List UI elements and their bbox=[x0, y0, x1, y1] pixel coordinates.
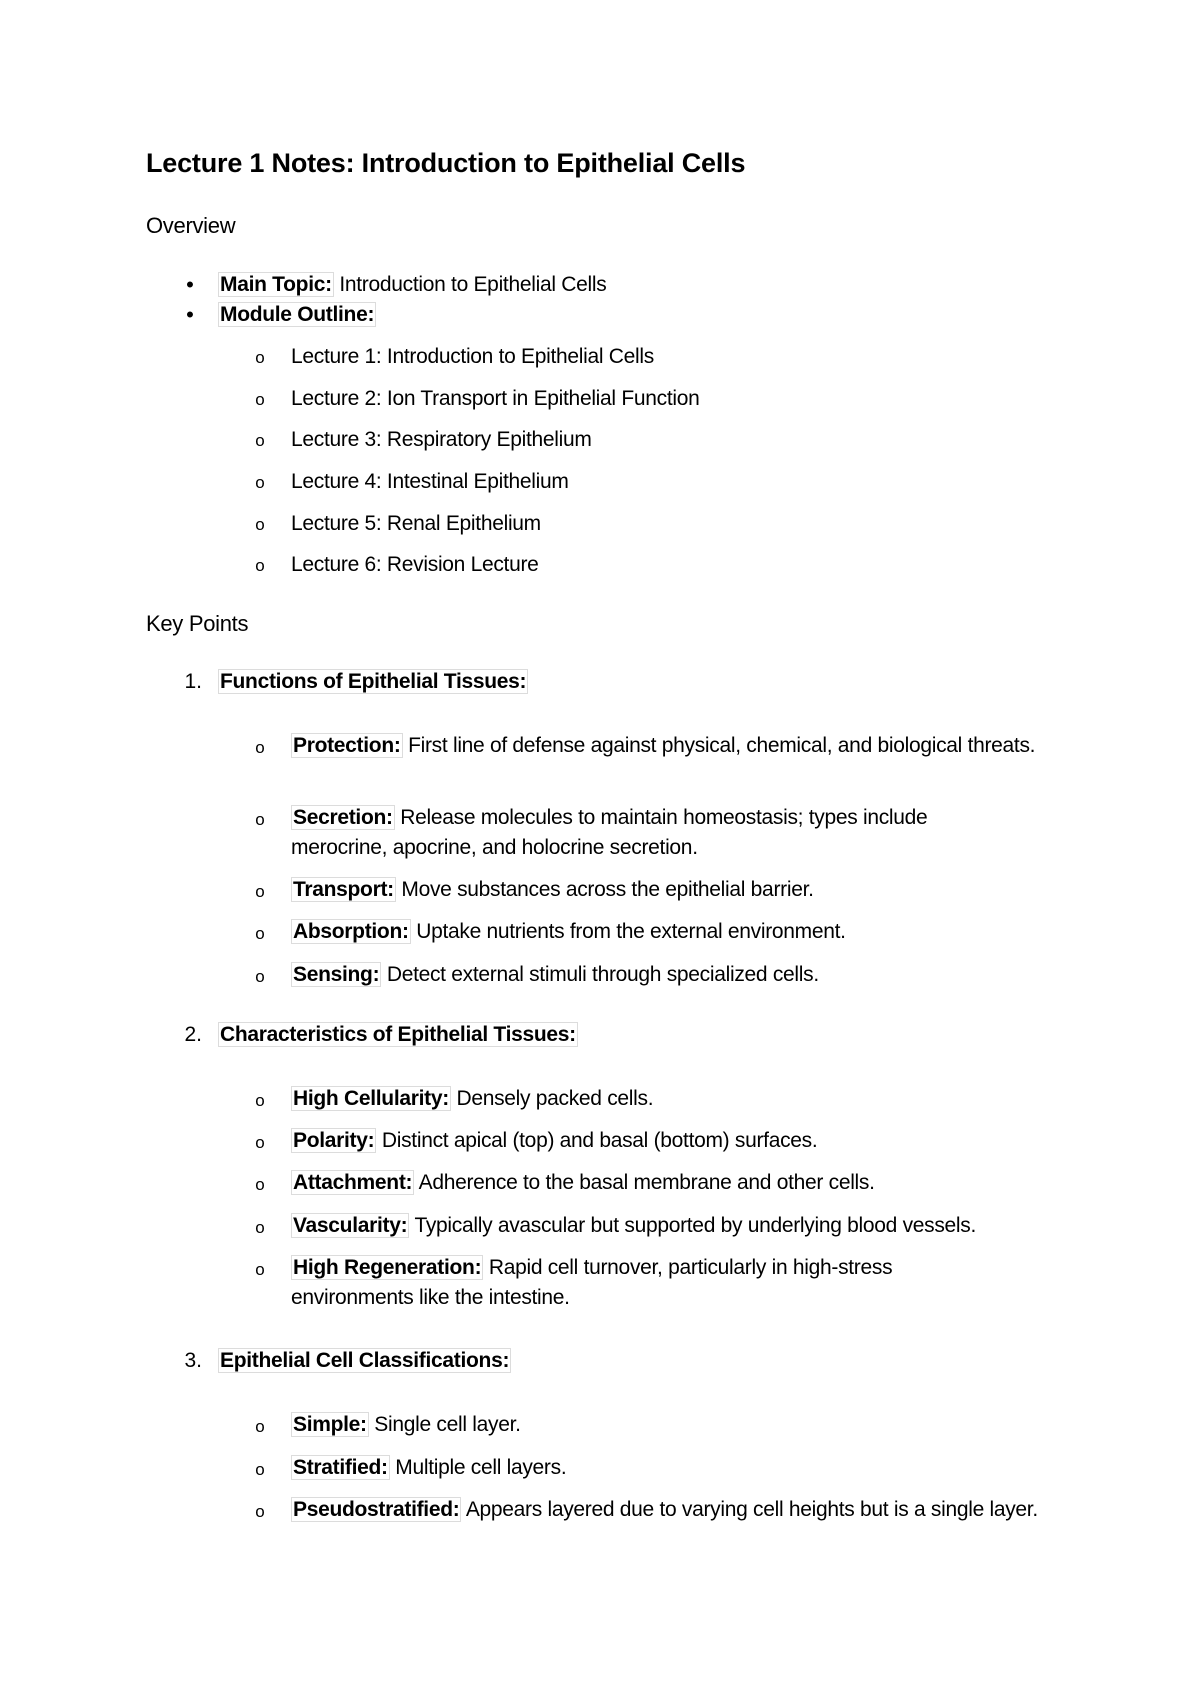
page-title: Lecture 1 Notes: Introduction to Epithelial Cells bbox=[146, 148, 746, 178]
sub-bullet-marker: o bbox=[255, 738, 265, 757]
sub-bullet-marker: o bbox=[255, 431, 265, 450]
key-point-item bbox=[291, 917, 846, 947]
key-point-term: Secretion: bbox=[293, 806, 393, 829]
overview-heading: Overview bbox=[146, 213, 236, 238]
section-title-text: Epithelial Cell Classifications: bbox=[220, 1349, 510, 1372]
sub-bullet-marker: o bbox=[255, 473, 265, 492]
key-point-item bbox=[291, 1253, 971, 1313]
key-point-term: Vascularity: bbox=[293, 1214, 408, 1237]
module-outline-label: Module Outline: bbox=[220, 303, 375, 326]
key-point-text: Move substances across the epithelial barrier. bbox=[401, 878, 814, 901]
key-point-term: Attachment: bbox=[293, 1171, 413, 1194]
key-point-text: Appears layered due to varying cell heights but is a single layer. bbox=[465, 1498, 1038, 1521]
lecture-item: Lecture 6: Revision Lecture bbox=[291, 553, 539, 576]
key-point-item bbox=[291, 1453, 566, 1483]
key-point-item bbox=[291, 1211, 976, 1241]
key-point-term: Transport: bbox=[293, 878, 394, 901]
sub-bullet-marker: o bbox=[255, 924, 265, 943]
key-point-term: Protection: bbox=[293, 734, 401, 757]
key-point-term: High Regeneration: bbox=[293, 1256, 482, 1279]
sub-bullet-marker: o bbox=[255, 1460, 265, 1479]
key-point-text: Typically avascular but supported by underlying blood vessels. bbox=[414, 1214, 977, 1237]
key-point-item bbox=[291, 1168, 875, 1198]
key-point-item bbox=[291, 1126, 817, 1156]
key-point-term: Sensing: bbox=[293, 963, 380, 986]
sub-bullet-marker: o bbox=[255, 1133, 265, 1152]
lecture-item: Lecture 1: Introduction to Epithelial Cells bbox=[291, 345, 654, 368]
key-point-text: Release molecules to maintain homeostasis; types include merocrine, apocrine, and holocrine secretion. bbox=[291, 806, 928, 859]
key-point-term: High Cellularity: bbox=[293, 1087, 449, 1110]
key-point-text: Densely packed cells. bbox=[456, 1087, 654, 1110]
key-point-item bbox=[291, 1410, 521, 1440]
sub-bullet-marker: o bbox=[255, 390, 265, 409]
key-point-item bbox=[291, 803, 991, 863]
sub-bullet-marker: o bbox=[255, 967, 265, 986]
module-outline-line bbox=[218, 300, 376, 330]
section-title bbox=[218, 1349, 511, 1373]
lecture-item: Lecture 2: Ion Transport in Epithelial Function bbox=[291, 387, 700, 410]
section-title-text: Characteristics of Epithelial Tissues: bbox=[220, 1023, 576, 1046]
lecture-item: Lecture 3: Respiratory Epithelium bbox=[291, 428, 592, 451]
sub-bullet-marker: o bbox=[255, 348, 265, 367]
key-point-text: Uptake nutrients from the external environment. bbox=[416, 920, 846, 943]
sub-bullet-marker: o bbox=[255, 556, 265, 575]
key-point-item bbox=[291, 875, 814, 905]
key-point-item bbox=[291, 960, 819, 990]
main-topic-label: Main Topic: bbox=[220, 273, 332, 296]
key-point-term: Simple: bbox=[293, 1413, 367, 1436]
sub-bullet-marker: o bbox=[255, 1260, 265, 1279]
bullet-marker: • bbox=[186, 272, 194, 297]
section-number: 2. bbox=[184, 1023, 202, 1046]
key-point-text: Adherence to the basal membrane and other cells. bbox=[418, 1171, 875, 1194]
key-point-item bbox=[291, 1084, 653, 1114]
section-title bbox=[218, 670, 528, 694]
key-point-text: Rapid cell turnover, particularly in high-stress environments like the intestine. bbox=[291, 1256, 893, 1309]
section-title-text: Functions of Epithelial Tissues: bbox=[220, 670, 527, 693]
section-number: 3. bbox=[184, 1349, 202, 1372]
lecture-item: Lecture 4: Intestinal Epithelium bbox=[291, 470, 569, 493]
sub-bullet-marker: o bbox=[255, 810, 265, 829]
key-point-term: Absorption: bbox=[293, 920, 409, 943]
sub-bullet-marker: o bbox=[255, 882, 265, 901]
sub-bullet-marker: o bbox=[255, 1091, 265, 1110]
main-topic-line bbox=[218, 270, 606, 300]
sub-bullet-marker: o bbox=[255, 1175, 265, 1194]
key-point-item bbox=[291, 731, 1051, 761]
key-point-text: Multiple cell layers. bbox=[395, 1456, 567, 1479]
key-point-text: Distinct apical (top) and basal (bottom) surfaces. bbox=[381, 1129, 818, 1152]
sub-bullet-marker: o bbox=[255, 1417, 265, 1436]
sub-bullet-marker: o bbox=[255, 1502, 265, 1521]
key-point-term: Pseudostratified: bbox=[293, 1498, 460, 1521]
key-point-text: Single cell layer. bbox=[374, 1413, 521, 1436]
key-points-heading: Key Points bbox=[146, 611, 249, 636]
key-point-text: First line of defense against physical, chemical, and biological threats. bbox=[408, 734, 1036, 757]
key-point-text: Detect external stimuli through specialized cells. bbox=[386, 963, 819, 986]
bullet-marker: • bbox=[186, 302, 194, 327]
main-topic-value: Introduction to Epithelial Cells bbox=[339, 273, 607, 296]
sub-bullet-marker: o bbox=[255, 1218, 265, 1237]
lecture-item: Lecture 5: Renal Epithelium bbox=[291, 512, 541, 535]
key-point-item bbox=[291, 1495, 1051, 1525]
section-number: 1. bbox=[184, 670, 202, 693]
section-title bbox=[218, 1023, 578, 1047]
key-point-term: Stratified: bbox=[293, 1456, 388, 1479]
key-point-term: Polarity: bbox=[293, 1129, 375, 1152]
sub-bullet-marker: o bbox=[255, 515, 265, 534]
